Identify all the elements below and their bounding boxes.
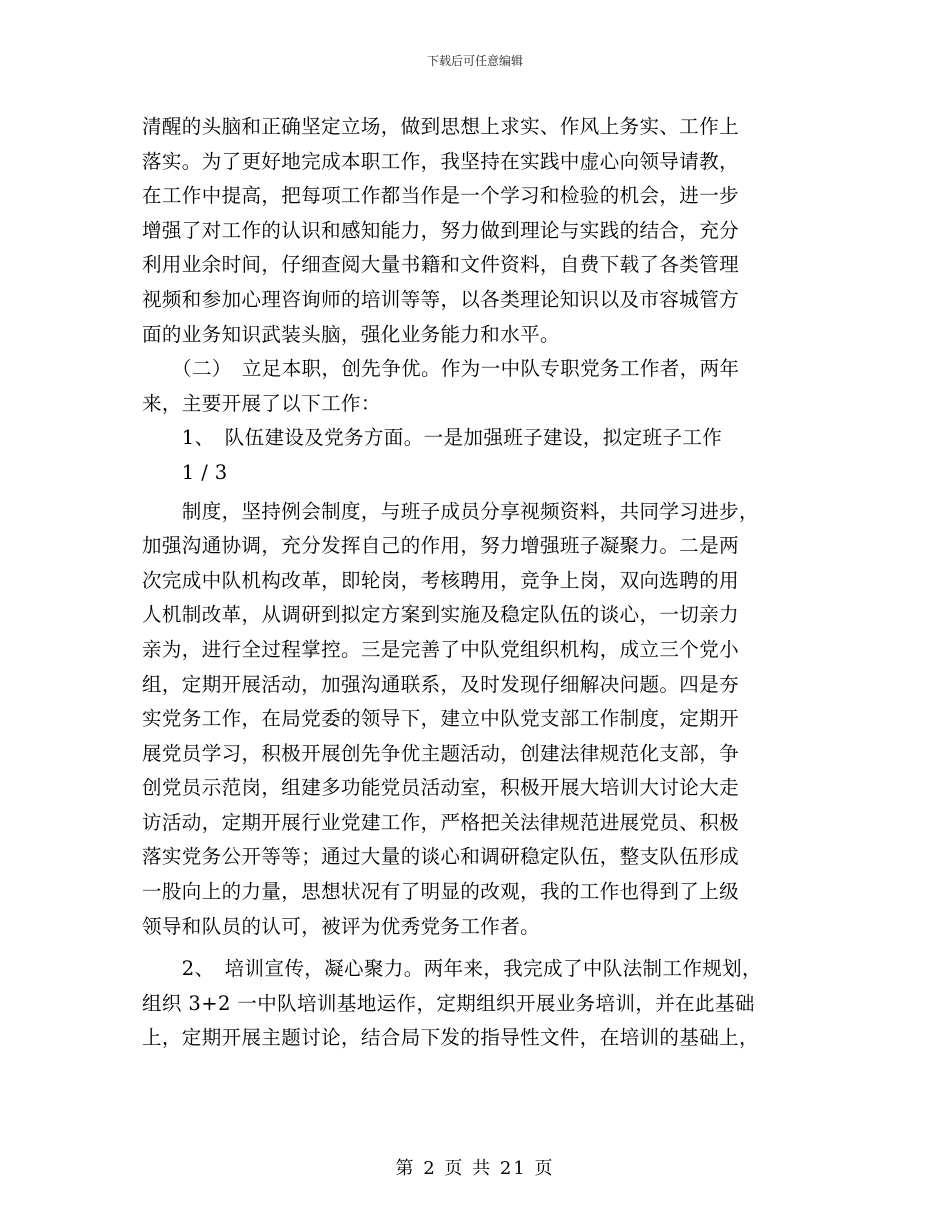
text-line: 访活动，定期开展行业党建工作，严格把关法律规范进展党员、积极: [142, 810, 740, 834]
page-header: 下载后可任意编辑: [426, 54, 523, 68]
text-line: 2、 培训宣传，凝心聚力。两年来，我完成了中队法制工作规划，: [142, 957, 762, 981]
text-line: 制度，坚持例会制度，与班子成员分享视频资料，共同学习进步，: [142, 499, 759, 523]
text-line: （二） 立足本职，创先争优。作为一中队专职党务工作者，两年: [142, 357, 740, 381]
text-line: 领导和队员的认可，被评为优秀党务工作者。: [142, 914, 541, 938]
text-line: 一股向上的力量，思想状况有了明显的改观，我的工作也得到了上级: [142, 880, 740, 904]
text-line: 组，定期开展活动，加强沟通联系，及时发现仔细解决问题。四是夯: [142, 672, 740, 696]
text-line: 上，定期开展主题讨论，结合局下发的指导性文件，在培训的基础上，: [142, 1026, 759, 1050]
text-line: 利用业余时间，仔细查阅大量书籍和文件资料，自费下载了各类管理: [142, 253, 740, 277]
text-line: 展党员学习，积极开展创先争优主题活动，创建法律规范化支部，争: [142, 741, 740, 765]
text-line: 来，主要开展了以下工作：: [142, 391, 381, 415]
text-line: 1、 队伍建设及党务方面。一是加强班子建设，拟定班子工作: [142, 426, 723, 450]
inline-page-marker: 1 / 3: [142, 460, 228, 484]
text-line: 增强了对工作的认识和感知能力，努力做到理论与实践的结合，充分: [142, 218, 740, 242]
page-footer: 第 2 页 共 21 页: [395, 1158, 555, 1179]
text-line: 在工作中提高，把每项工作都当作是一个学习和检验的机会，进一步: [142, 184, 740, 208]
text-line: 落实。为了更好地完成本职工作，我坚持在实践中虚心向领导请教，: [142, 149, 740, 173]
text-line: 组织 3+2 一中队培训基地运作，定期组织开展业务培训，并在此基础: [142, 991, 755, 1015]
text-line: 创党员示范岗，组建多功能党员活动室，积极开展大培训大讨论大走: [142, 776, 740, 800]
text-line: 清醒的头脑和正确坚定立场，做到思想上求实、作风上务实、工作上: [142, 115, 740, 138]
text-line: 人机制改革，从调研到拟定方案到实施及稳定队伍的谈心，一切亲力: [142, 603, 740, 627]
text-line: 次完成中队机构改革，即轮岗，考核聘用，竞争上岗，双向选聘的用: [142, 568, 740, 592]
text-line: 亲为，进行全过程掌控。三是完善了中队党组织机构，成立三个党小: [142, 637, 740, 661]
text-line: 实党务工作，在局党委的领导下，建立中队党支部工作制度，定期开: [142, 707, 740, 731]
text-line: 落实党务公开等等；通过大量的谈心和调研稳定队伍，整支队伍形成: [142, 845, 740, 869]
text-line: 面的业务知识武装头脑，强化业务能力和水平。: [142, 322, 560, 346]
document-body: [142, 110, 810, 1056]
text-line: 视频和参加心理咨询师的培训等等，以各类理论知识以及市容城管方: [142, 287, 740, 311]
text-line: 加强沟通协调，充分发挥自己的作用，努力增强班子凝聚力。二是两: [142, 534, 740, 558]
